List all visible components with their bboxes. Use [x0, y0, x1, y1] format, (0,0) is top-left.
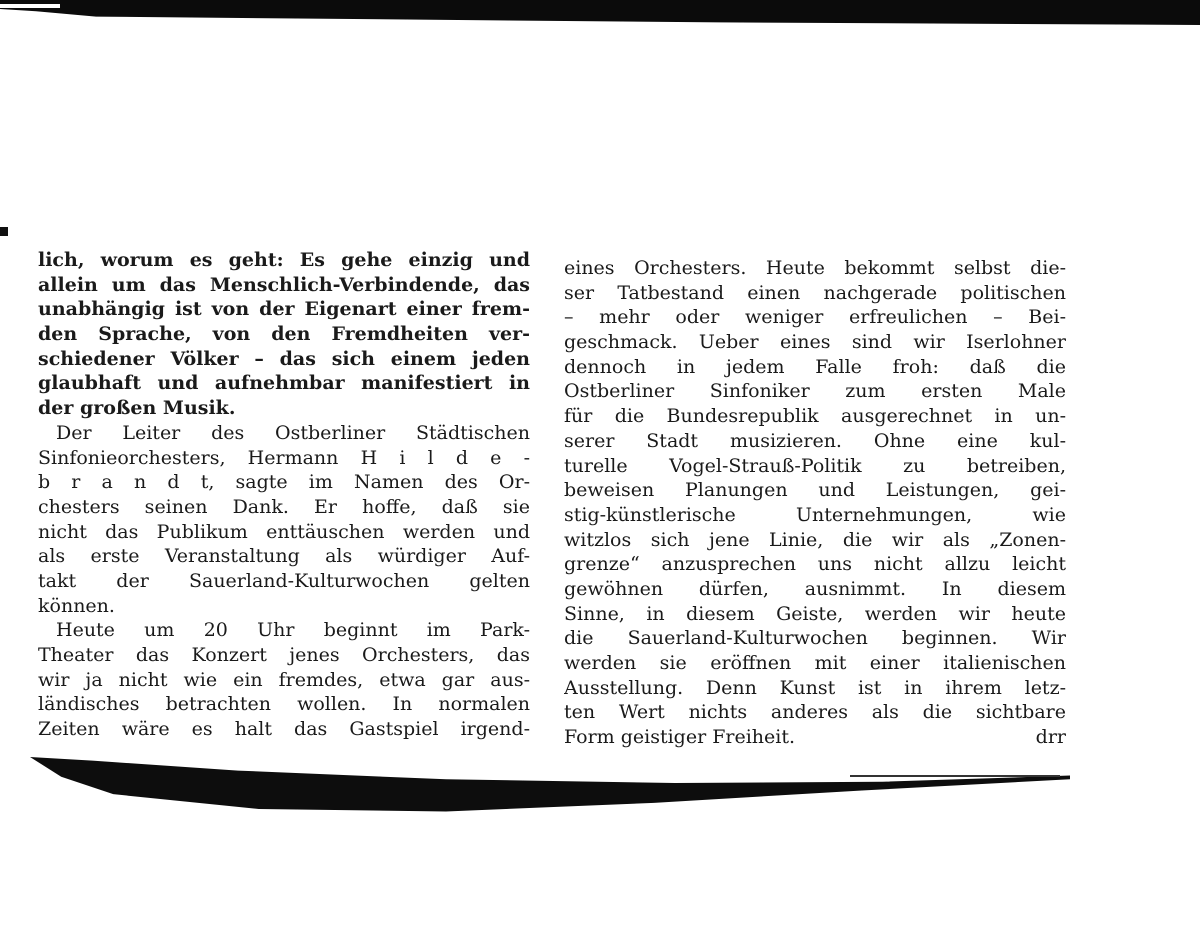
- text-line: dennoch in jedem Falle froh: daß die: [564, 355, 1066, 378]
- text-line: b r a n d t, sagte im Namen des Or-: [38, 471, 530, 494]
- text-line: Der Leiter des Ostberliner Städtischen: [56, 421, 530, 444]
- text-line: Sinne, in diesem Geiste, werden wir heute: [564, 602, 1066, 625]
- article-column-left: [38, 248, 530, 742]
- text-line: stig-künstlerische Unternehmungen, wie: [564, 503, 1066, 526]
- scan-border-top: [0, 0, 1200, 32]
- text-line: unabhängig ist von der Eigenart einer frem-: [38, 298, 530, 321]
- text-line: der großen Musik.: [38, 397, 236, 420]
- text-line: serer Stadt musizieren. Ohne eine kul-: [564, 429, 1066, 452]
- text-line: geschmack. Ueber eines sind wir Iserlohner: [564, 331, 1066, 354]
- text-line: Sinfonieorchesters, Hermann H i l d e -: [38, 446, 530, 469]
- text-line: Heute um 20 Uhr beginnt im Park-: [56, 619, 530, 642]
- text-line: witzlos sich jene Linie, die wir als „Zonen-: [564, 528, 1066, 551]
- scan-edge-mark: [0, 227, 8, 236]
- text-line: Ostberliner Sinfoniker zum ersten Male: [564, 380, 1066, 403]
- text-line: ländisches betrachten wollen. In normalen: [38, 693, 530, 716]
- paragraph-1: [38, 248, 530, 421]
- closing-text: Form geistiger Freiheit.: [564, 726, 796, 749]
- text-line: als erste Veranstaltung als würdiger Auf-: [38, 545, 530, 568]
- text-line: können.: [38, 594, 115, 617]
- article-column-right: [564, 256, 1066, 750]
- text-line: den Sprache, von den Fremdheiten ver-: [38, 323, 530, 346]
- newspaper-article: [38, 248, 1068, 748]
- text-line: nicht das Publikum enttäuschen werden und: [38, 520, 530, 543]
- text-line: ser Tatbestand einen nachgerade politischen: [564, 281, 1066, 304]
- text-line: turelle Vogel-Strauß-Politik zu betreiben,: [564, 454, 1066, 477]
- text-line: grenze“ anzusprechen uns nicht allzu leicht: [564, 553, 1066, 576]
- text-line: schiedener Völker – das sich einem jeden: [38, 347, 530, 370]
- text-line: für die Bundesrepublik ausgerechnet in un-: [564, 405, 1066, 428]
- text-line: beweisen Planungen und Leistungen, gei-: [564, 479, 1066, 502]
- scan-border-bottom: [30, 752, 1070, 814]
- text-line: glaubhaft und aufnehmbar manifestiert in: [38, 372, 530, 395]
- paragraph-2: [38, 421, 530, 619]
- text-line: Zeiten wäre es halt das Gastspiel irgend-: [38, 718, 530, 741]
- text-line: Theater das Konzert jenes Orchesters, das: [38, 644, 530, 666]
- scan-artifact: [0, 4, 60, 8]
- text-line: wir ja nicht wie ein fremdes, etwa gar aus-: [38, 668, 530, 691]
- text-line: gewöhnen dürfen, ausnimmt. In diesem: [564, 577, 1066, 600]
- text-line: die Sauerland-Kulturwochen beginnen. Wir: [564, 627, 1066, 650]
- closing-line: [564, 725, 1066, 750]
- text-line: ten Wert nichts anderes als die sichtbare: [564, 701, 1066, 724]
- text-line: – mehr oder weniger erfreulichen – Bei-: [564, 306, 1066, 329]
- scan-artifact-line: [850, 775, 1060, 777]
- author-signature: drr: [1035, 726, 1066, 749]
- text-line: chesters seinen Dank. Er hoffe, daß sie: [38, 495, 530, 518]
- text-line: Ausstellung. Denn Kunst ist in ihrem letz-: [564, 676, 1066, 699]
- text-line: werden sie eröffnen mit einer italienischen: [564, 652, 1066, 674]
- text-line: lich, worum es geht: Es gehe einzig und: [38, 249, 530, 271]
- paragraph-3: [38, 618, 530, 741]
- text-line: eines Orchesters. Heute bekommt selbst die-: [564, 257, 1066, 279]
- text-line: takt der Sauerland-Kulturwochen gelten: [38, 569, 530, 592]
- text-line: allein um das Menschlich-Verbindende, das: [38, 273, 530, 296]
